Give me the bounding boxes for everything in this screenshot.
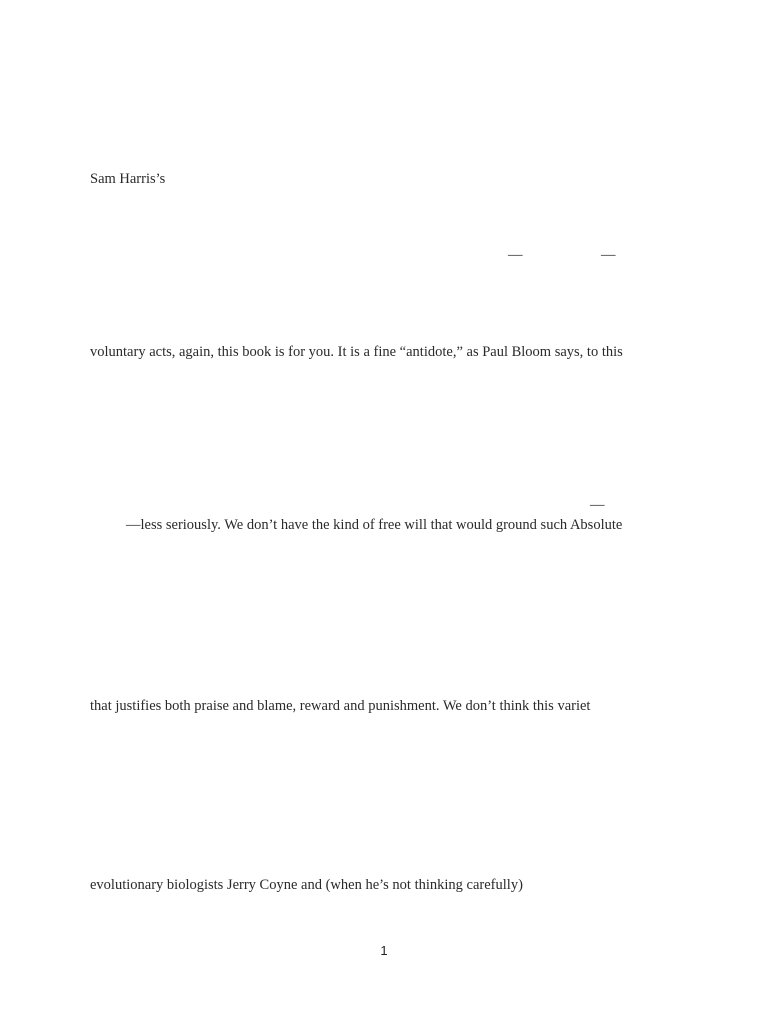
text-line-less-seriously: —less seriously. We don’t have the kind of free will that would ground such Absolute [126, 517, 623, 533]
text-line-voluntary-acts: voluntary acts, again, this book is for you. It is a fine “antidote,” as Paul Bloom says, to this [90, 344, 623, 360]
em-dash-2: — [601, 247, 616, 263]
em-dash-3: — [590, 497, 605, 513]
page-number: 1 [380, 943, 388, 958]
text-line-sam-harris: Sam Harris’s [90, 171, 166, 187]
text-line-praise-and-blame: that justifies both praise and blame, reward and punishment. We don’t think this variet [90, 698, 591, 714]
text-line-evolutionary-biologists: evolutionary biologists Jerry Coyne and (when he’s not thinking carefully) [90, 877, 523, 893]
em-dash-1: — [508, 247, 523, 263]
